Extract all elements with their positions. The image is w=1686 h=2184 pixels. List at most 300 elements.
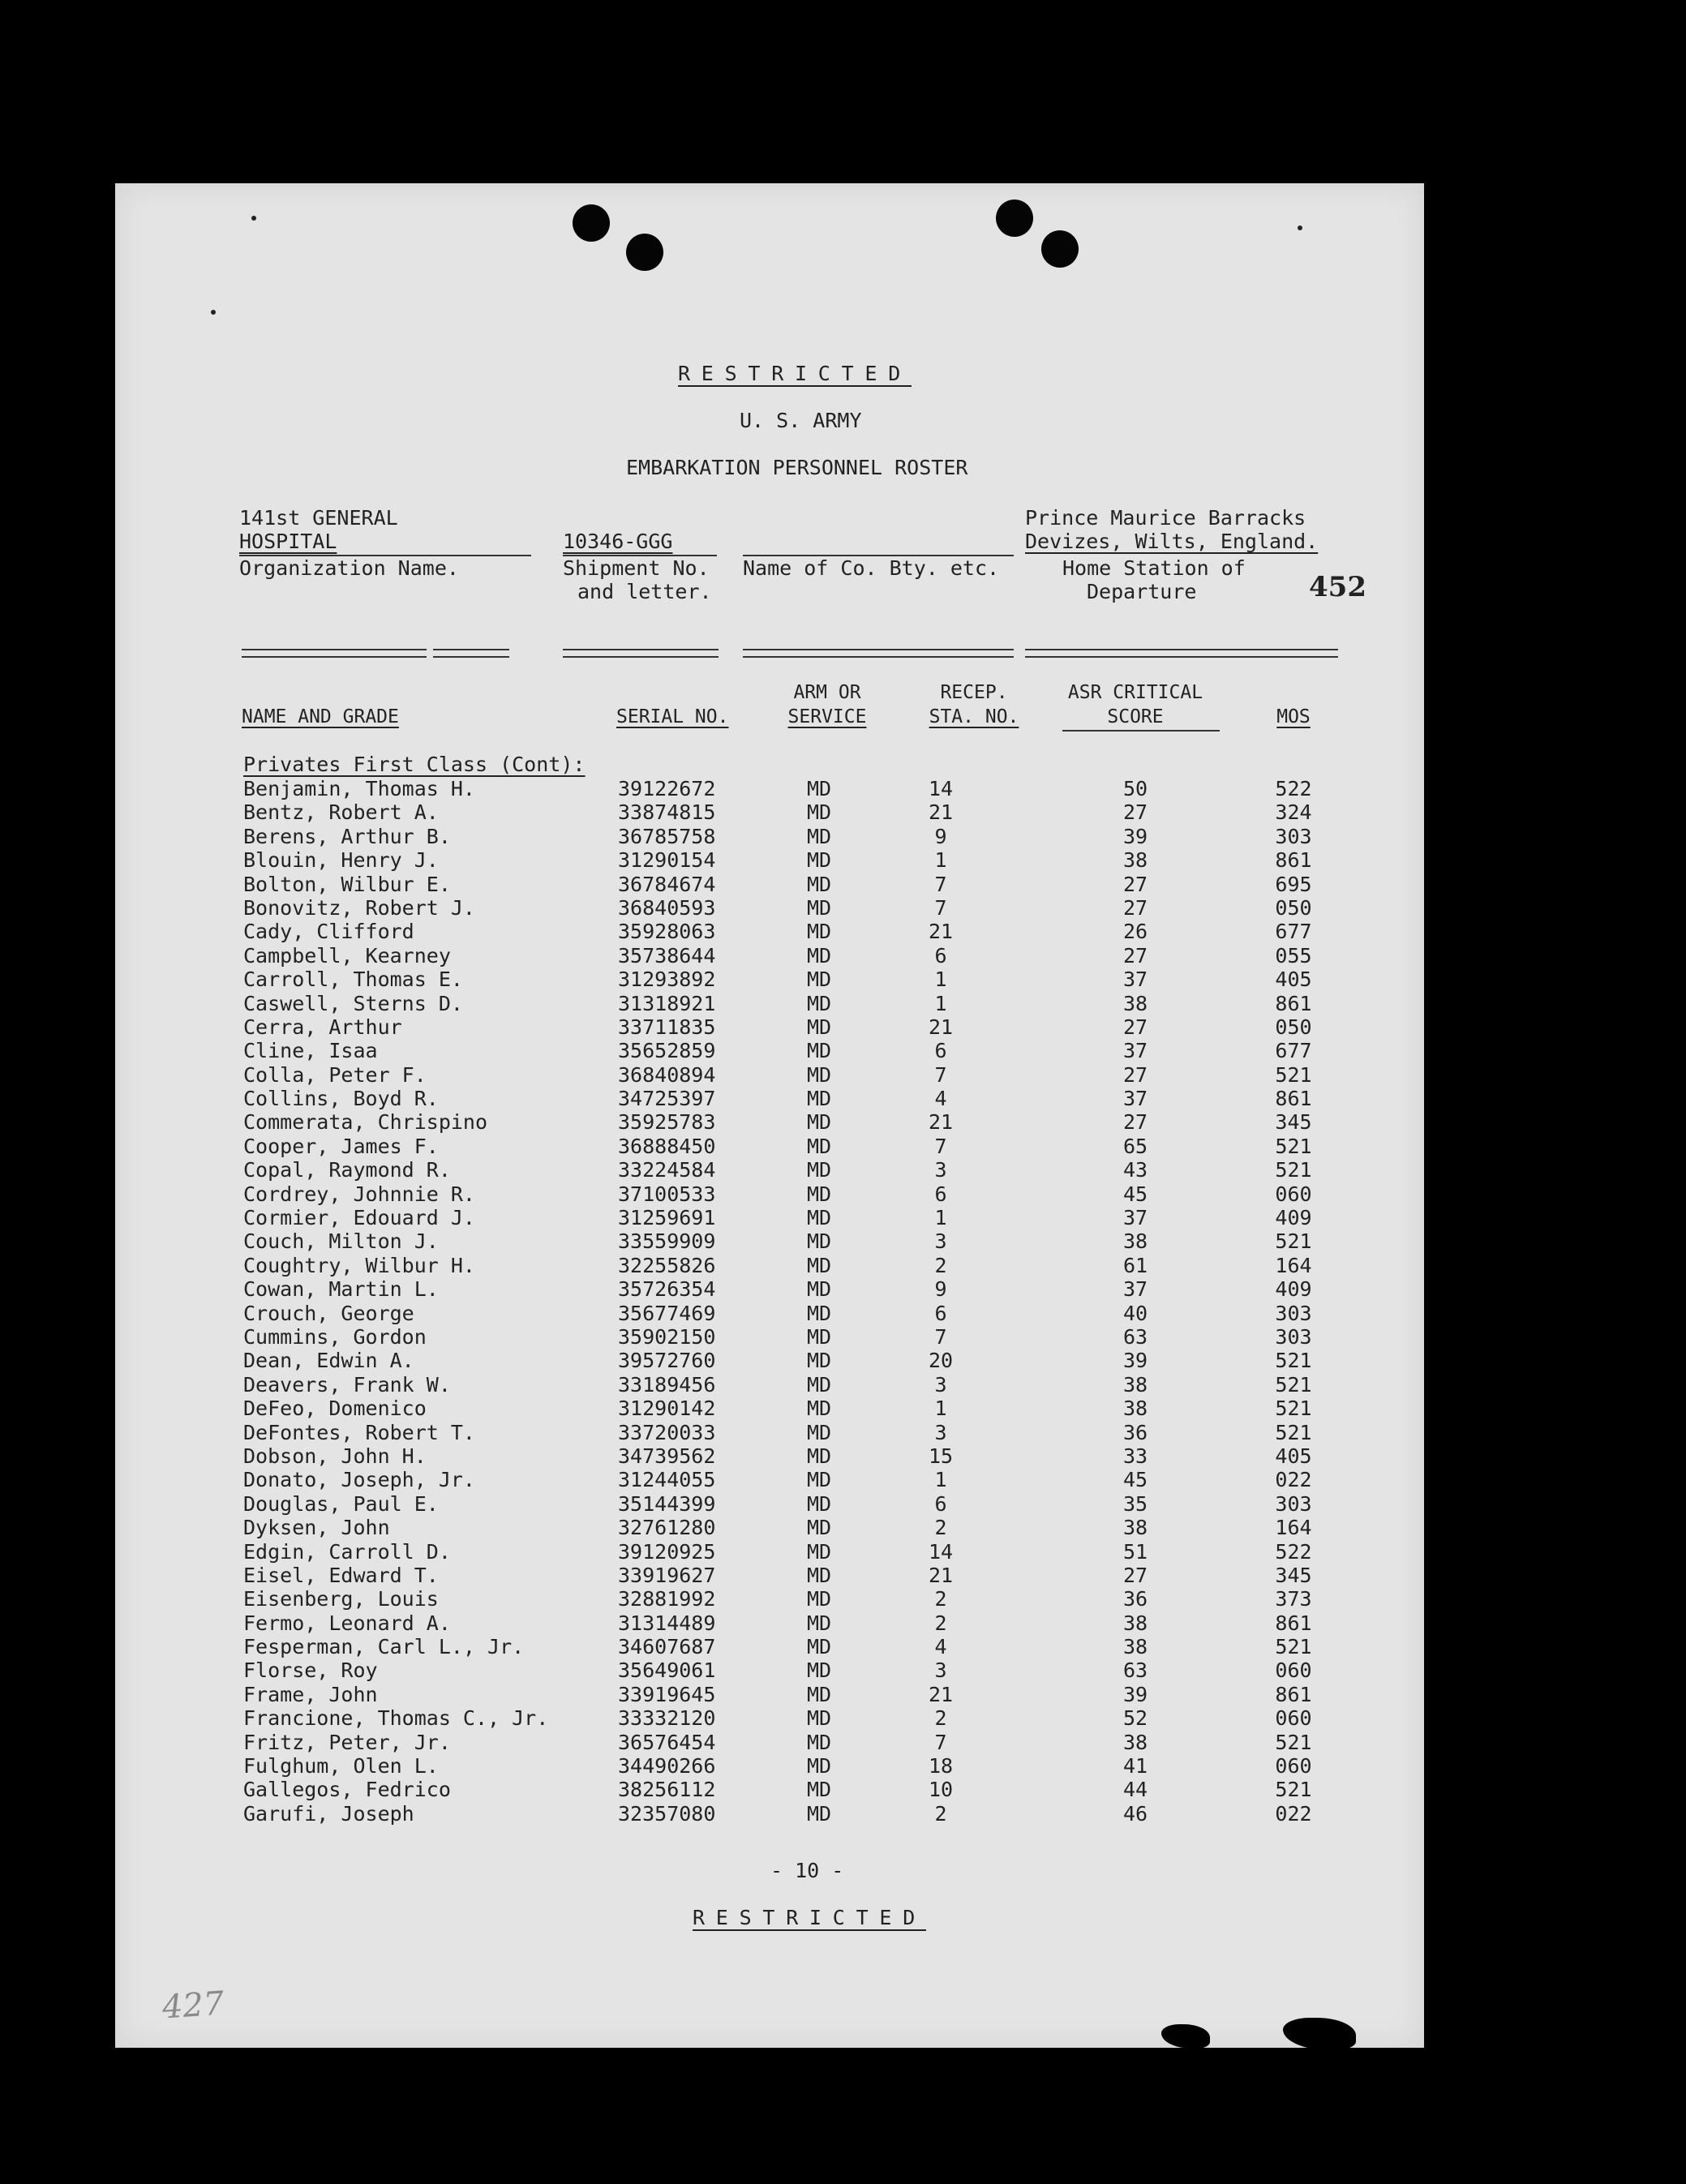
recep-cell: 6 (934, 1301, 947, 1325)
table-row (243, 896, 1322, 920)
serial-cell: 31293892 (618, 968, 716, 992)
serial-cell: 31314489 (618, 1611, 716, 1635)
mos-cell: 164 (1275, 1253, 1312, 1277)
roster-table (243, 777, 1322, 1826)
score-cell: 27 (1122, 1015, 1148, 1039)
recep-cell: 10 (928, 1778, 954, 1802)
arm-cell: MD (806, 1754, 832, 1779)
score-cell: 27 (1122, 1563, 1148, 1587)
name-cell: Eisenberg, Louis (243, 1587, 439, 1611)
punch-hole (996, 200, 1033, 237)
recep-cell: 1 (934, 1468, 947, 1492)
mos-cell: 050 (1275, 895, 1312, 920)
mos-cell: 022 (1275, 1468, 1312, 1492)
arm-cell: MD (806, 943, 832, 968)
score-cell: 27 (1122, 943, 1148, 968)
column-header-arm-line1: ARM OR (793, 682, 861, 703)
recep-cell: 1 (934, 991, 947, 1015)
name-cell: Deavers, Frank W. (243, 1372, 451, 1397)
double-rule (242, 649, 427, 658)
serial-cell: 31290154 (618, 848, 716, 873)
arm-cell: MD (806, 1420, 832, 1444)
recep-cell: 6 (934, 1491, 947, 1516)
table-row (243, 800, 1322, 824)
score-cell: 51 (1122, 1539, 1148, 1564)
recep-cell: 2 (934, 1801, 947, 1826)
recep-cell: 21 (928, 1563, 954, 1587)
score-cell: 37 (1122, 1087, 1148, 1111)
score-cell: 27 (1122, 872, 1148, 896)
score-cell: 45 (1122, 1468, 1148, 1492)
arm-cell: MD (806, 1801, 832, 1826)
mos-cell: 521 (1275, 1372, 1312, 1397)
mos-cell: 055 (1275, 943, 1312, 968)
recep-cell: 7 (934, 1062, 947, 1087)
recep-cell: 18 (928, 1754, 954, 1779)
arm-cell: MD (806, 1539, 832, 1564)
score-cell: 33 (1122, 1444, 1148, 1468)
name-cell: Dean, Edwin A. (243, 1349, 414, 1373)
serial-cell: 36784674 (618, 872, 716, 896)
table-row (243, 1015, 1322, 1039)
arm-cell: MD (806, 1635, 832, 1659)
name-cell: Fulghum, Olen L. (243, 1754, 439, 1779)
mos-cell: 861 (1275, 991, 1312, 1015)
table-row (243, 1611, 1322, 1635)
mos-cell: 303 (1275, 1491, 1312, 1516)
score-cell: 39 (1122, 1682, 1148, 1706)
table-row (243, 873, 1322, 896)
name-cell: Cowan, Martin L. (243, 1277, 439, 1302)
table-row (243, 1658, 1322, 1682)
shipment-label-line1: Shipment No. (563, 556, 710, 580)
table-row (243, 1206, 1322, 1229)
table-row (243, 1492, 1322, 1516)
mos-cell: 861 (1275, 1087, 1312, 1111)
company-label: Name of Co. Bty. etc. (743, 556, 1000, 580)
mos-cell: 373 (1275, 1587, 1312, 1611)
table-row (243, 825, 1322, 848)
home-station-line1: Prince Maurice Barracks (1025, 506, 1306, 530)
mos-cell: 521 (1275, 1778, 1312, 1802)
score-cell: 50 (1122, 777, 1148, 800)
column-header-recep-line2: STA. NO. (929, 706, 1019, 727)
serial-cell: 39572760 (618, 1349, 716, 1373)
score-cell: 39 (1122, 824, 1148, 848)
name-cell: Eisel, Edward T. (243, 1563, 439, 1587)
recep-cell: 7 (934, 1730, 947, 1754)
name-cell: Donato, Joseph, Jr. (243, 1468, 475, 1492)
arm-cell: MD (806, 1134, 832, 1158)
mos-cell: 522 (1275, 1539, 1312, 1564)
score-cell: 37 (1122, 1277, 1148, 1302)
recep-cell: 2 (934, 1587, 947, 1611)
table-row (243, 1564, 1322, 1587)
name-cell: Cormier, Edouard J. (243, 1206, 475, 1230)
name-cell: Florse, Roy (243, 1658, 378, 1683)
serial-cell: 35902150 (618, 1324, 716, 1349)
speck (1298, 225, 1302, 230)
table-row (243, 1444, 1322, 1468)
section-title: Privates First Class (Cont): (243, 753, 586, 776)
table-row (243, 944, 1322, 968)
score-cell: 44 (1122, 1778, 1148, 1802)
table-row (243, 1325, 1322, 1349)
serial-cell: 35925783 (618, 1110, 716, 1135)
score-cell: 36 (1122, 1420, 1148, 1444)
score-cell: 43 (1122, 1158, 1148, 1182)
table-row (243, 1135, 1322, 1158)
speck (211, 310, 216, 315)
recep-cell: 1 (934, 968, 947, 992)
serial-cell: 39120925 (618, 1539, 716, 1564)
column-header-name: NAME AND GRADE (242, 706, 399, 727)
mos-cell: 060 (1275, 1658, 1312, 1683)
mos-cell: 409 (1275, 1277, 1312, 1302)
table-row (243, 1802, 1322, 1826)
recep-cell: 2 (934, 1611, 947, 1635)
name-cell: Bonovitz, Robert J. (243, 895, 475, 920)
table-row (243, 1302, 1322, 1325)
recep-cell: 6 (934, 1182, 947, 1206)
arm-cell: MD (806, 1158, 832, 1182)
score-cell: 45 (1122, 1182, 1148, 1206)
arm-cell: MD (806, 1563, 832, 1587)
serial-cell: 34725397 (618, 1087, 716, 1111)
arm-cell: MD (806, 1730, 832, 1754)
table-row (243, 1277, 1322, 1301)
punch-hole (573, 204, 610, 242)
recep-cell: 4 (934, 1087, 947, 1111)
arm-cell: MD (806, 991, 832, 1015)
arm-cell: MD (806, 1587, 832, 1611)
shipment-number: 10346-GGG (563, 530, 673, 553)
serial-cell: 34607687 (618, 1635, 716, 1659)
mos-cell: 345 (1275, 1563, 1312, 1587)
score-cell: 38 (1122, 1516, 1148, 1540)
table-row (243, 1516, 1322, 1539)
name-cell: Fesperman, Carl L., Jr. (243, 1635, 525, 1659)
mos-cell: 345 (1275, 1110, 1312, 1135)
mos-cell: 677 (1275, 1039, 1312, 1063)
score-cell: 37 (1122, 1206, 1148, 1230)
recep-cell: 3 (934, 1229, 947, 1254)
mos-cell: 324 (1275, 800, 1312, 825)
serial-cell: 38256112 (618, 1778, 716, 1802)
arm-cell: MD (806, 824, 832, 848)
table-row (243, 992, 1322, 1015)
name-cell: Cordrey, Johnnie R. (243, 1182, 475, 1206)
paper-tear (1161, 2024, 1210, 2049)
organization-name-line1: 141st GENERAL (239, 506, 398, 530)
mos-cell: 521 (1275, 1635, 1312, 1659)
serial-cell: 39122672 (618, 777, 716, 800)
table-row (243, 1706, 1322, 1730)
paper-tear (1283, 2018, 1356, 2050)
serial-cell: 33224584 (618, 1158, 716, 1182)
arm-cell: MD (806, 1253, 832, 1277)
serial-cell: 32357080 (618, 1801, 716, 1826)
mos-cell: 303 (1275, 824, 1312, 848)
score-cell: 65 (1122, 1134, 1148, 1158)
score-cell: 52 (1122, 1706, 1148, 1731)
score-cell: 27 (1122, 800, 1148, 825)
arm-cell: MD (806, 1206, 832, 1230)
mos-cell: 022 (1275, 1801, 1312, 1826)
arm-cell: MD (806, 1182, 832, 1206)
table-row (243, 1182, 1322, 1206)
name-cell: Cerra, Arthur (243, 1015, 402, 1039)
score-cell: 38 (1122, 848, 1148, 873)
arm-cell: MD (806, 1491, 832, 1516)
name-cell: Benjamin, Thomas H. (243, 777, 475, 800)
arm-cell: MD (806, 1468, 832, 1492)
serial-cell: 33720033 (618, 1420, 716, 1444)
recep-cell: 15 (928, 1444, 954, 1468)
table-row (243, 1373, 1322, 1397)
column-header-serial: SERIAL NO. (616, 706, 729, 727)
score-cell: 38 (1122, 1611, 1148, 1635)
recep-cell: 3 (934, 1372, 947, 1397)
mos-cell: 405 (1275, 1444, 1312, 1468)
table-row (243, 1087, 1322, 1110)
serial-cell: 33559909 (618, 1229, 716, 1254)
recep-cell: 14 (928, 1539, 954, 1564)
mos-cell: 861 (1275, 848, 1312, 873)
arm-cell: MD (806, 1682, 832, 1706)
recep-cell: 7 (934, 1134, 947, 1158)
army-title: U. S. ARMY (740, 409, 862, 432)
arm-cell: MD (806, 777, 832, 800)
recep-cell: 7 (934, 895, 947, 920)
mos-cell: 521 (1275, 1062, 1312, 1087)
serial-cell: 35726354 (618, 1277, 716, 1302)
serial-cell: 35928063 (618, 920, 716, 944)
mos-cell: 303 (1275, 1301, 1312, 1325)
organization-name-line2: HOSPITAL (239, 530, 337, 553)
restricted-header: RESTRICTED (678, 362, 912, 385)
mos-cell: 405 (1275, 968, 1312, 992)
recep-cell: 9 (934, 824, 947, 848)
recep-cell: 21 (928, 920, 954, 944)
name-cell: Collins, Boyd R. (243, 1087, 439, 1111)
serial-cell: 31318921 (618, 991, 716, 1015)
mos-cell: 060 (1275, 1754, 1312, 1779)
score-cell: 35 (1122, 1491, 1148, 1516)
recep-cell: 6 (934, 943, 947, 968)
recep-cell: 1 (934, 1397, 947, 1421)
mos-cell: 060 (1275, 1706, 1312, 1731)
name-cell: Dyksen, John (243, 1516, 390, 1540)
recep-cell: 3 (934, 1658, 947, 1683)
page-number: - 10 - (770, 1859, 844, 1882)
arm-cell: MD (806, 1397, 832, 1421)
score-cell: 39 (1122, 1349, 1148, 1373)
score-cell: 63 (1122, 1658, 1148, 1683)
serial-cell: 32761280 (618, 1516, 716, 1540)
arm-cell: MD (806, 1611, 832, 1635)
score-cell: 38 (1122, 991, 1148, 1015)
recep-cell: 20 (928, 1349, 954, 1373)
serial-cell: 33874815 (618, 800, 716, 825)
serial-cell: 36576454 (618, 1730, 716, 1754)
serial-cell: 37100533 (618, 1182, 716, 1206)
name-cell: Garufi, Joseph (243, 1801, 414, 1826)
mos-cell: 521 (1275, 1349, 1312, 1373)
arm-cell: MD (806, 1015, 832, 1039)
table-row (243, 1421, 1322, 1444)
score-cell: 26 (1122, 920, 1148, 944)
pencil-annotation: 427 (161, 1984, 225, 2027)
name-cell: Couch, Milton J. (243, 1229, 439, 1254)
serial-cell: 36840593 (618, 895, 716, 920)
recep-cell: 21 (928, 1015, 954, 1039)
name-cell: Campbell, Kearney (243, 943, 451, 968)
serial-cell: 33189456 (618, 1372, 716, 1397)
column-header-score-line1: ASR CRITICAL (1067, 682, 1203, 703)
score-cell: 38 (1122, 1730, 1148, 1754)
score-cell: 27 (1122, 1110, 1148, 1135)
mos-cell: 050 (1275, 1015, 1312, 1039)
recep-cell: 4 (934, 1635, 947, 1659)
home-station-label-line1: Home Station of (1062, 556, 1246, 580)
mos-cell: 521 (1275, 1229, 1312, 1254)
home-station-line2: Devizes, Wilts, England. (1025, 530, 1319, 553)
arm-cell: MD (806, 1372, 832, 1397)
arm-cell: MD (806, 895, 832, 920)
column-header-score-line2: SCORE (1107, 706, 1164, 727)
recep-cell: 2 (934, 1253, 947, 1277)
table-row (243, 1063, 1322, 1087)
double-rule (433, 649, 509, 658)
table-row (243, 848, 1322, 872)
serial-cell: 34739562 (618, 1444, 716, 1468)
name-cell: Frame, John (243, 1682, 378, 1706)
punch-hole (626, 234, 663, 271)
table-row (243, 968, 1322, 991)
table-row (243, 1754, 1322, 1778)
serial-cell: 34490266 (618, 1754, 716, 1779)
mos-cell: 522 (1275, 777, 1312, 800)
serial-cell: 36888450 (618, 1134, 716, 1158)
recep-cell: 21 (928, 1110, 954, 1135)
score-cell: 27 (1122, 1062, 1148, 1087)
serial-cell: 32881992 (618, 1587, 716, 1611)
serial-cell: 33332120 (618, 1706, 716, 1731)
name-cell: Douglas, Paul E. (243, 1491, 439, 1516)
table-row (243, 1731, 1322, 1754)
column-header-mos: MOS (1276, 706, 1311, 727)
arm-cell: MD (806, 1277, 832, 1302)
score-cell: 38 (1122, 1635, 1148, 1659)
score-cell: 63 (1122, 1324, 1148, 1349)
name-cell: Cummins, Gordon (243, 1324, 427, 1349)
recep-cell: 9 (934, 1277, 947, 1302)
mos-cell: 303 (1275, 1324, 1312, 1349)
serial-cell: 35677469 (618, 1301, 716, 1325)
score-cell: 37 (1122, 968, 1148, 992)
table-row (243, 1158, 1322, 1182)
name-cell: Colla, Peter F. (243, 1062, 427, 1087)
table-row (243, 777, 1322, 800)
name-cell: Bolton, Wilbur E. (243, 872, 451, 896)
table-row (243, 1397, 1322, 1420)
serial-cell: 35738644 (618, 943, 716, 968)
speck (251, 216, 256, 221)
serial-cell: 35652859 (618, 1039, 716, 1063)
organization-label: Organization Name. (239, 556, 459, 580)
arm-cell: MD (806, 1301, 832, 1325)
double-rule (563, 649, 719, 658)
mos-cell: 521 (1275, 1397, 1312, 1421)
mos-cell: 409 (1275, 1206, 1312, 1230)
recep-cell: 7 (934, 872, 947, 896)
table-row (243, 1349, 1322, 1372)
name-cell: Edgin, Carroll D. (243, 1539, 451, 1564)
recep-cell: 21 (928, 800, 954, 825)
column-header-recep-line1: RECEP. (940, 682, 1008, 703)
name-cell: Crouch, George (243, 1301, 414, 1325)
serial-cell: 31290142 (618, 1397, 716, 1421)
name-cell: Blouin, Henry J. (243, 848, 439, 873)
arm-cell: MD (806, 920, 832, 944)
serial-cell: 31259691 (618, 1206, 716, 1230)
arm-cell: MD (806, 1062, 832, 1087)
serial-cell: 35144399 (618, 1491, 716, 1516)
arm-cell: MD (806, 1039, 832, 1063)
arm-cell: MD (806, 1444, 832, 1468)
score-cell: 38 (1122, 1229, 1148, 1254)
arm-cell: MD (806, 1229, 832, 1254)
mos-cell: 695 (1275, 872, 1312, 896)
score-cell: 41 (1122, 1754, 1148, 1779)
name-cell: DeFeo, Domenico (243, 1397, 427, 1421)
table-row (243, 1587, 1322, 1611)
arm-cell: MD (806, 1087, 832, 1111)
score-cell: 61 (1122, 1253, 1148, 1277)
mos-cell: 521 (1275, 1730, 1312, 1754)
arm-cell: MD (806, 1349, 832, 1373)
table-row (243, 920, 1322, 943)
column-header-arm-line2: SERVICE (787, 706, 867, 727)
name-cell: DeFontes, Robert T. (243, 1420, 475, 1444)
name-cell: Fritz, Peter, Jr. (243, 1730, 451, 1754)
serial-cell: 31244055 (618, 1468, 716, 1492)
mos-cell: 521 (1275, 1420, 1312, 1444)
recep-cell: 14 (928, 777, 954, 800)
table-row (243, 1540, 1322, 1564)
table-row (243, 1635, 1322, 1658)
arm-cell: MD (806, 872, 832, 896)
recep-cell: 3 (934, 1158, 947, 1182)
stamped-page-number: 452 (1309, 571, 1366, 603)
arm-cell: MD (806, 1516, 832, 1540)
arm-cell: MD (806, 1324, 832, 1349)
name-cell: Caswell, Sterns D. (243, 991, 463, 1015)
serial-cell: 35649061 (618, 1658, 716, 1683)
table-row (243, 1039, 1322, 1062)
score-underline (1062, 730, 1220, 732)
mos-cell: 521 (1275, 1134, 1312, 1158)
serial-cell: 32255826 (618, 1253, 716, 1277)
serial-cell: 33711835 (618, 1015, 716, 1039)
mos-cell: 677 (1275, 920, 1312, 944)
recep-cell: 3 (934, 1420, 947, 1444)
serial-cell: 36785758 (618, 824, 716, 848)
arm-cell: MD (806, 800, 832, 825)
recep-cell: 2 (934, 1516, 947, 1540)
table-row (243, 1468, 1322, 1491)
